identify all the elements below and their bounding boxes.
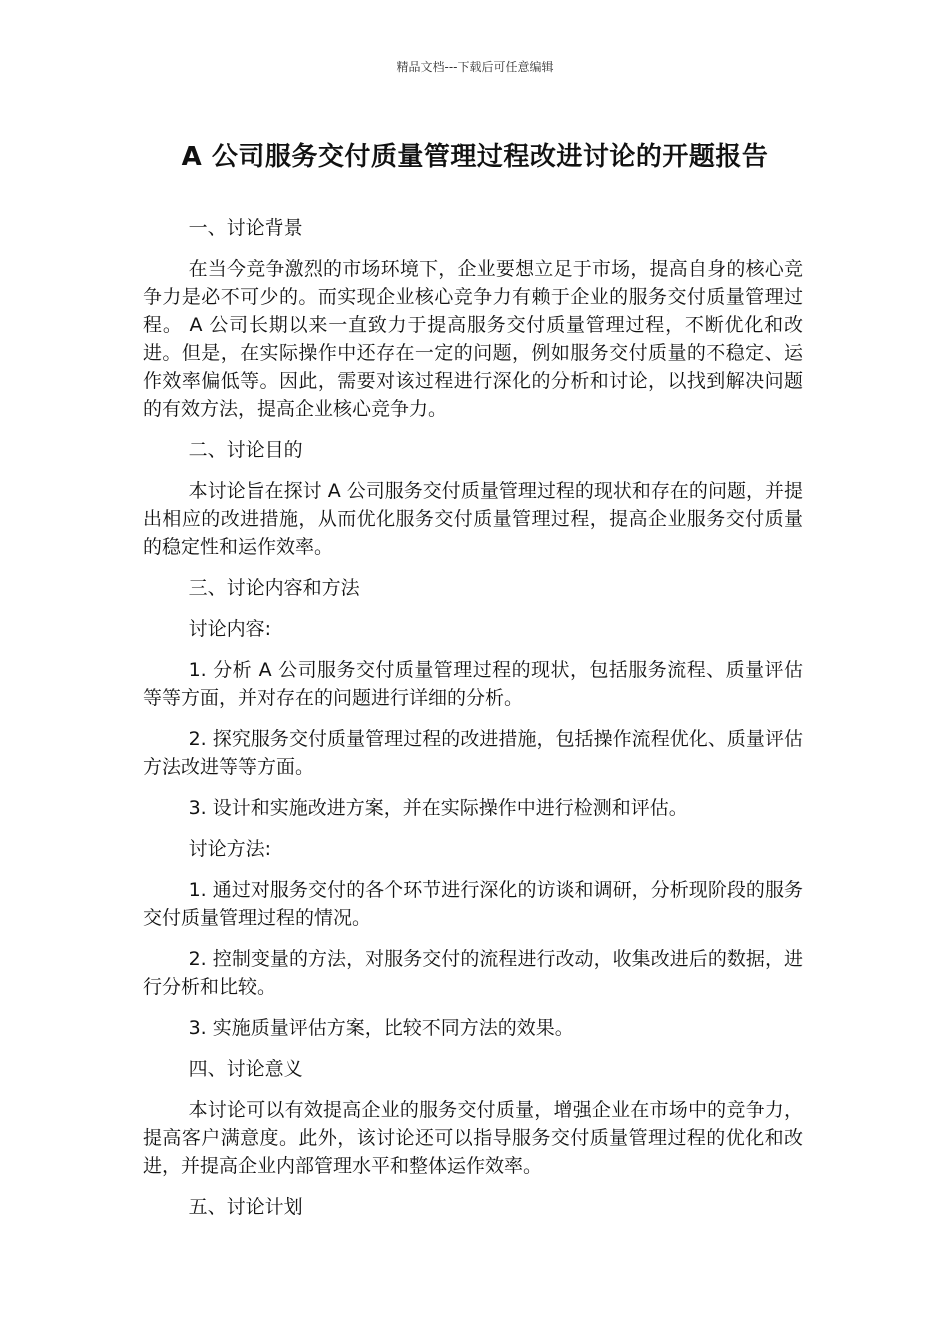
list-item: 3. 设计和实施改进方案，并在实际操作中进行检测和评估。: [188, 797, 688, 819]
list-item: 2. 控制变量的方法，对服务交付的流程进行改动，收集改进后的数据，进行分析和比较。: [143, 948, 803, 998]
document-title: A 公司服务交付质量管理过程改进讨论的开题报告: [181, 142, 769, 172]
section-heading-purpose: 二、讨论目的: [188, 439, 303, 461]
header-note: 精品文档---下载后可任意编辑: [396, 60, 554, 74]
list-item: 2. 探究服务交付质量管理过程的改进措施，包括操作流程优化、质量评估方法改进等等方面。: [143, 728, 803, 778]
paragraph-purpose: 本讨论旨在探讨 A 公司服务交付质量管理过程的现状和存在的问题，并提出相应的改进措施，从而优化服务交付质量管理过程，提高企业服务交付质量的稳定性和运作效率。: [143, 480, 803, 558]
paragraph-significance: 本讨论可以有效提高企业的服务交付质量，增强企业在市场中的竞争力，提高客户满意度。此外，该讨论还可以指导服务交付质量管理过程的优化和改进，并提高企业内部管理水平和整体运作效率。: [143, 1099, 803, 1177]
list-item: 1. 通过对服务交付的各个环节进行深化的访谈和调研，分析现阶段的服务交付质量管理过程的情况。: [143, 879, 803, 929]
document-body: [143, 214, 803, 1234]
list-item: 3. 实施质量评估方案，比较不同方法的效果。: [188, 1017, 574, 1039]
content-label: 讨论内容:: [188, 618, 271, 640]
section-heading-background: 一、讨论背景: [188, 217, 303, 239]
section-heading-plan: 五、讨论计划: [188, 1196, 303, 1218]
section-heading-significance: 四、讨论意义: [188, 1058, 303, 1080]
section-heading-content-method: 三、讨论内容和方法: [188, 577, 360, 599]
list-item: 1. 分析 A 公司服务交付质量管理过程的现状，包括服务流程、质量评估等等方面，并对存在的问题进行详细的分析。: [143, 659, 803, 709]
method-label: 讨论方法:: [188, 838, 271, 860]
paragraph-background: 在当今竞争激烈的市场环境下，企业要想立足于市场，提高自身的核心竞争力是必不可少的。而实现企业核心竞争力有赖于企业的服务交付质量管理过程。 A 公司长期以来一直致力于提高服务交付质量管理过程，不断优化和改进。但是，在实际操作中还存在一定的问题，例如服务交付质量的不稳定、运作效率偏低等。因此，需要对该过程进行深化的分析和讨论，以找到解决问题的有效方法，提高企业核心竞争力。: [143, 258, 803, 420]
